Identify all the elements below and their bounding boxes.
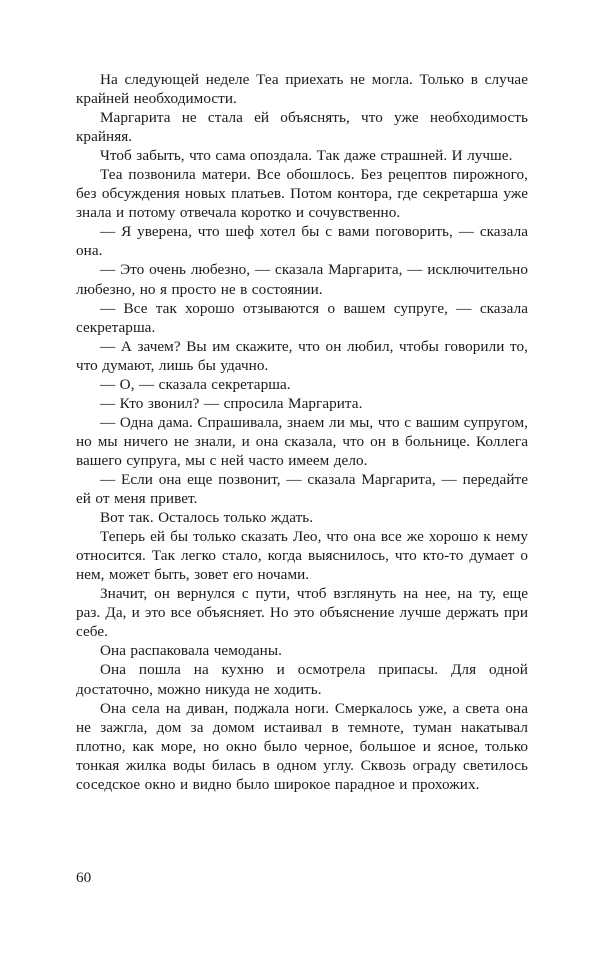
book-page [76, 70, 528, 910]
paragraph: Она села на диван, поджала ноги. Смеркалось уже, а света она не зажгла, дом за домом истаивал в темноте, туман накатывал плотно, как море, но окно было черное, большое и ясное, только тонкая жилка воды билась в одном углу. Сквозь ограду светилось соседское окно и видно было широкое парадное и прохожих. [76, 699, 528, 793]
paragraph: Она распаковала чемоданы. [100, 642, 282, 660]
paragraph: — Кто звонил? — спросила Маргарита. [100, 394, 363, 412]
paragraph: Вот так. Осталось только ждать. [100, 509, 314, 527]
paragraph: — Если она еще позвонит, — сказала Маргарита, — передайте ей от меня привет. [76, 470, 528, 508]
paragraph: Чтоб забыть, что сама опоздала. Так даже страшней. И лучше. [100, 147, 513, 165]
paragraph: На следующей неделе Теа приехать не могла. Только в случае крайней необходимости. [76, 71, 528, 108]
page-number: 60 [76, 869, 92, 886]
page-text [76, 70, 528, 794]
paragraph: — Я уверена, что шеф хотел бы с вами поговорить, — сказала она. [76, 223, 528, 260]
paragraph: Значит, он вернулся с пути, чтоб взглянуть на нее, на ту, еще раз. Да, и это все объясняет. Но это объяснение лучше держать при себе. [76, 585, 528, 641]
paragraph: — Все так хорошо отзываются о вашем супруге, — сказала секретарша. [76, 299, 528, 336]
paragraph: — А зачем? Вы им скажите, что он любил, чтобы говорили то, что думают, лишь бы удачно. [76, 337, 528, 374]
paragraph: — Одна дама. Спрашивала, знаем ли мы, что с вашим супругом, но мы ничего не знали, и она сказала, что он в больнице. Коллега вашего супруга, мы с ней часто имеем дело. [76, 413, 528, 469]
paragraph: Теперь ей бы только сказать Лео, что она все же хорошо к нему относится. Так легко стало, когда выяснилось, что кто-то думает о нем, может быть, зовет его ночами. [76, 528, 528, 584]
paragraph: Теа позвонила матери. Все обошлось. Без рецептов пирожного, без обсуждения новых платьев. Потом контора, где секретарша уже знала и потому отвечала коротко и сочувственно. [76, 166, 528, 222]
paragraph: Она пошла на кухню и осмотрела припасы. Для одной достаточно, можно никуда не ходить. [76, 661, 528, 698]
paragraph: Маргарита не стала ей объяснять, что уже необходимость крайняя. [76, 109, 528, 146]
paragraph: — Это очень любезно, — сказала Маргарита, — исключительно любезно, но я просто не в состоянии. [76, 261, 528, 298]
paragraph: — О, — сказала секретарша. [100, 375, 291, 393]
